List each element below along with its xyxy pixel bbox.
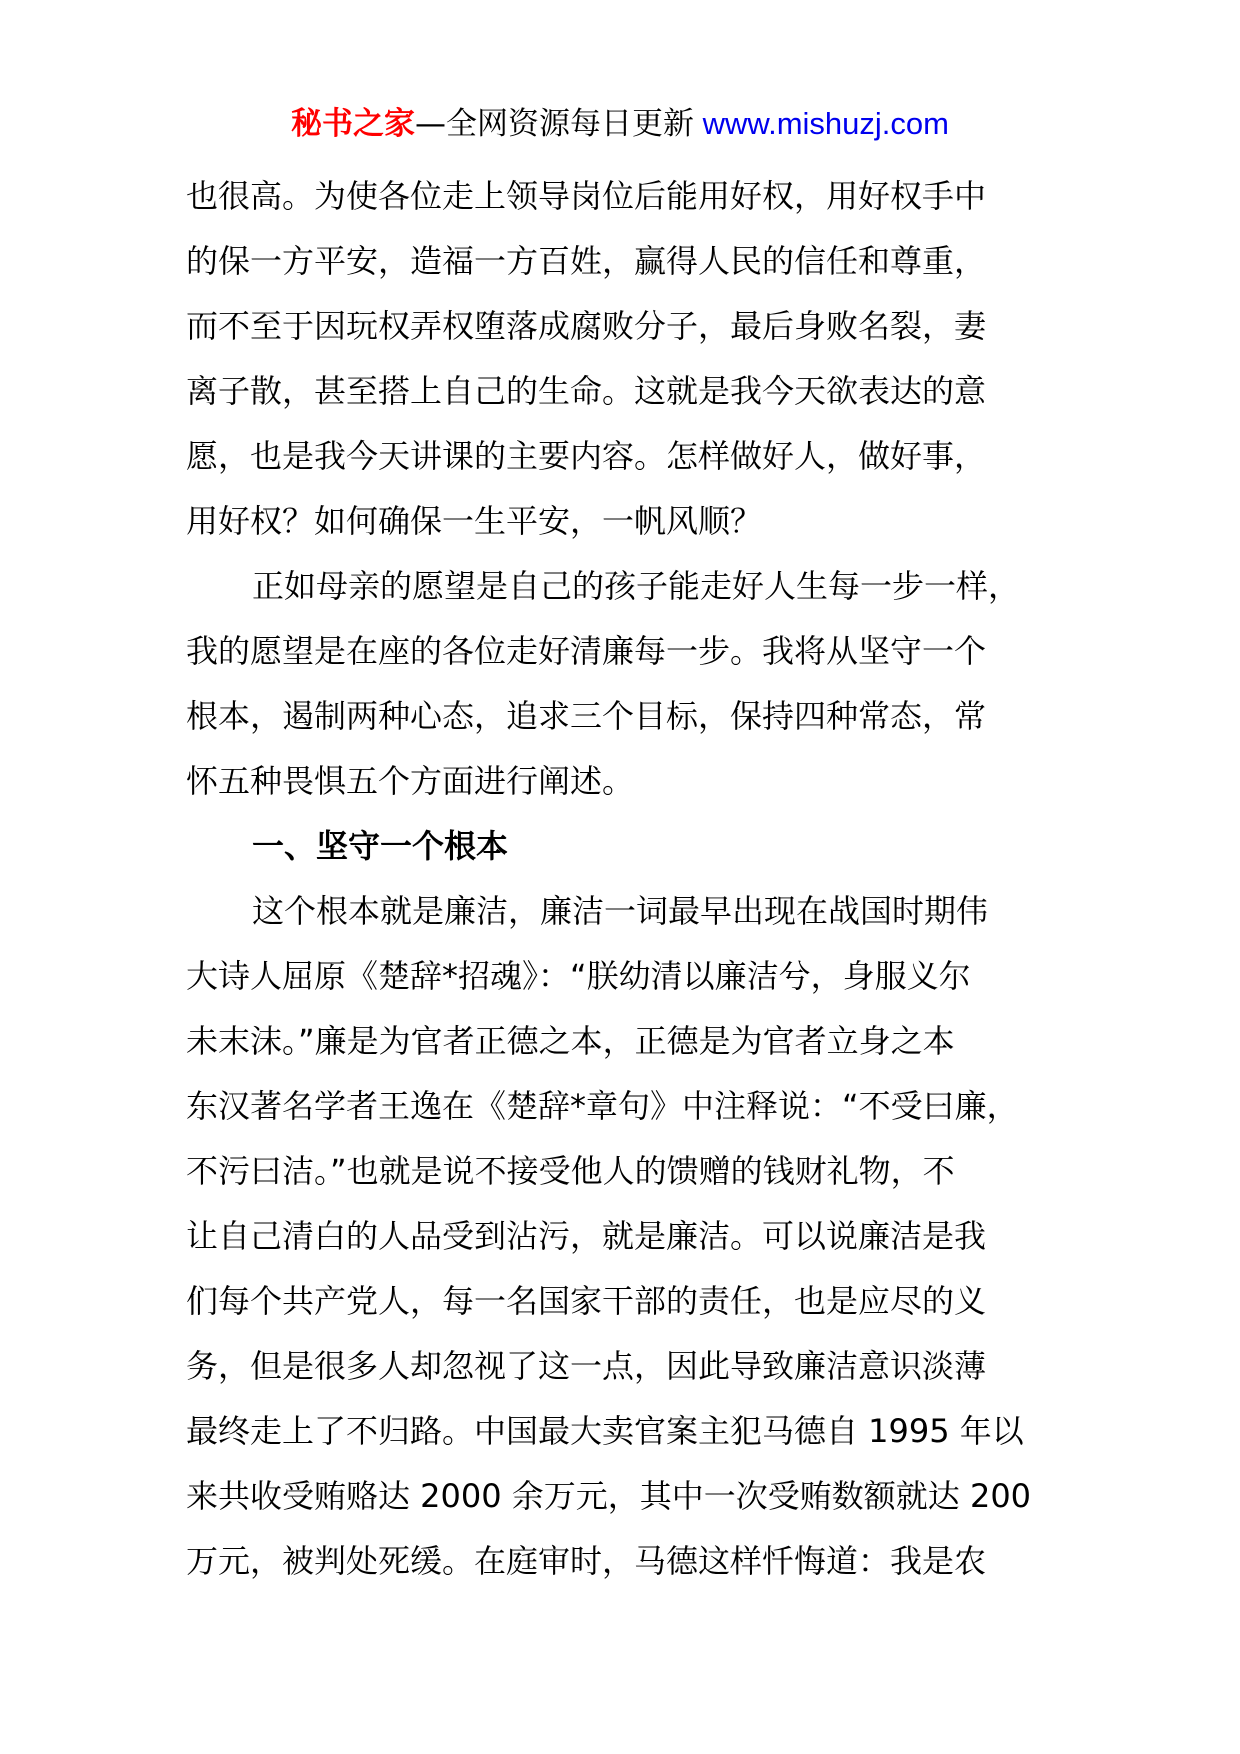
section-heading: 一、坚守一个根本 [252,827,509,865]
website-link[interactable]: www.mishuzj.com [694,106,949,141]
text-line: 未末沫。”廉是为官者正德之本，正德是为官者立身之本 [186,1022,955,1060]
text-line: 万元，被判处死缓。在庭审时，马德这样忏悔道：我是农 [186,1542,987,1580]
header-tagline: —全网资源每日更新 [415,106,695,142]
text-line: 也很高。为使各位走上领导岗位后能用好权，用好权手中 [186,177,987,215]
text-line: 最终走上了不归路。中国最大卖官案主犯马德自 1995 年以 [186,1412,1024,1450]
text-line: 们每个共产党人，每一名国家干部的责任，也是应尽的义 [186,1282,987,1320]
text-line: 我的愿望是在座的各位走好清廉每一步。我将从坚守一个 [186,632,987,670]
text-line: 而不至于因玩权弄权堕落成腐败分子，最后身败名裂，妻 [186,307,987,345]
text-line: 愿，也是我今天讲课的主要内容。怎样做好人，做好事， [186,437,987,475]
paragraph-start-line: 正如母亲的愿望是自己的孩子能走好人生每一步一样， [252,567,1021,605]
text-line: 务，但是很多人却忽视了这一点，因此导致廉洁意识淡薄 [186,1347,987,1385]
document-body [186,164,1086,1594]
text-line: 根本，遏制两种心态，追求三个目标，保持四种常态，常 [186,697,987,735]
text-line: 用好权？如何确保一生平安，一帆风顺？ [186,502,763,540]
text-line: 的保一方平安，造福一方百姓，赢得人民的信任和尊重， [186,242,987,280]
page-header [0,104,1240,144]
text-line: 东汉著名学者王逸在《楚辞*章句》中注释说：“不受曰廉， [186,1087,1019,1125]
brand-name: 秘书之家 [291,106,416,142]
text-line: 大诗人屈原《楚辞*招魂》：“朕幼清以廉洁兮，身服义尔 [186,957,971,995]
paragraph-start-line: 这个根本就是廉洁，廉洁一词最早出现在战国时期伟 [252,892,989,930]
text-line: 让自己清白的人品受到沾污，就是廉洁。可以说廉洁是我 [186,1217,987,1255]
text-line: 来共收受贿赂达 2000 余万元，其中一次受贿数额就达 200 [186,1477,1032,1515]
text-line: 怀五种畏惧五个方面进行阐述。 [186,762,635,800]
text-line: 不污曰洁。”也就是说不接受他人的馈赠的钱财礼物，不 [186,1152,955,1190]
text-line: 离子散，甚至搭上自己的生命。这就是我今天欲表达的意 [186,372,987,410]
